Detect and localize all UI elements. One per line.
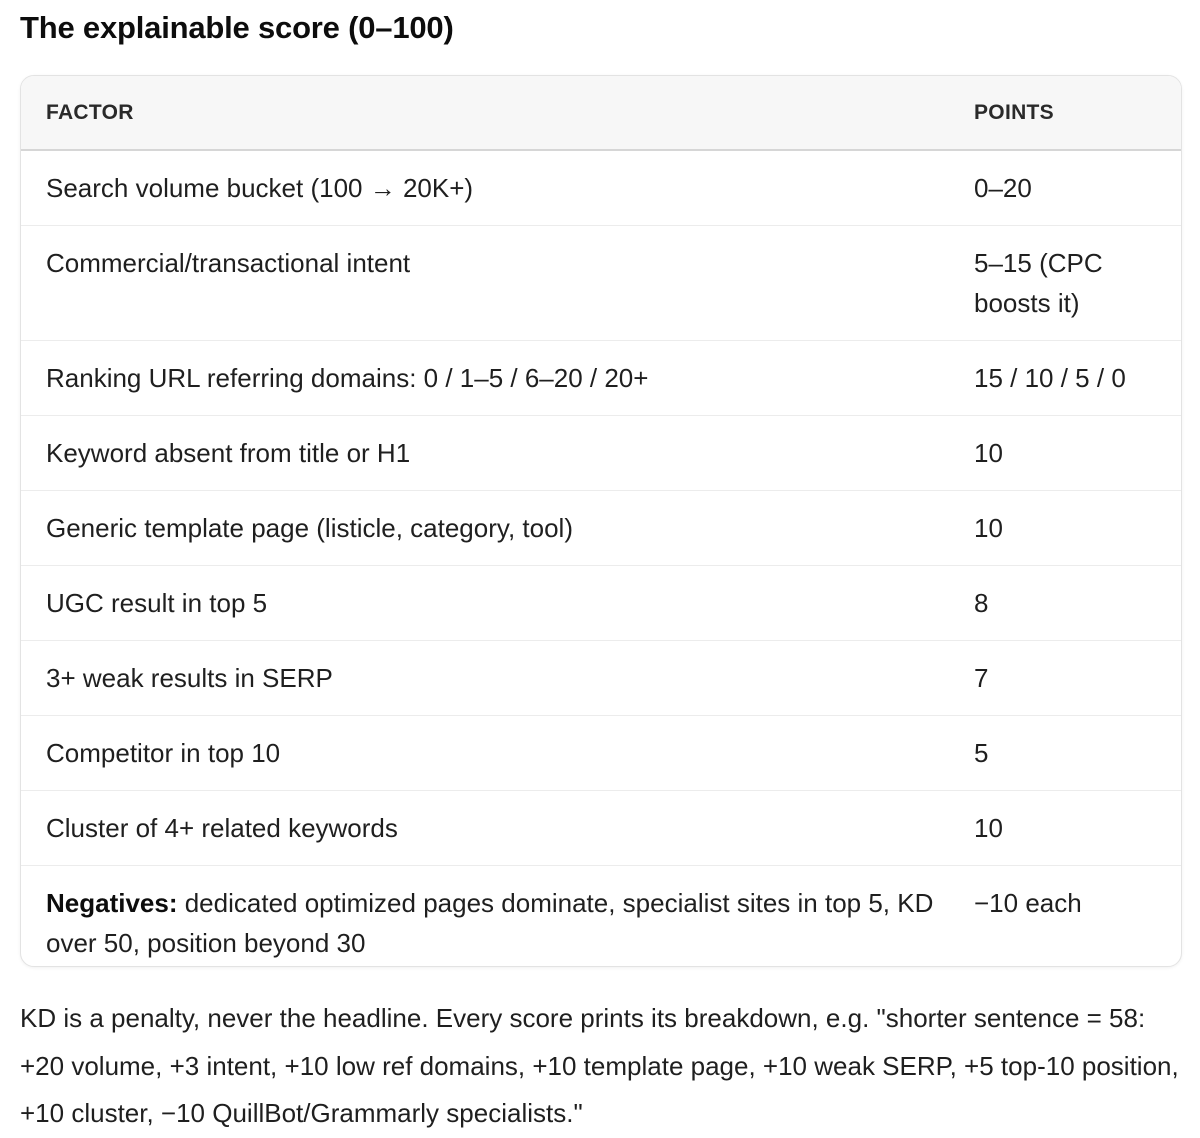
- factor-cell: Keyword absent from title or H1: [46, 438, 411, 468]
- table-row: [21, 566, 1181, 641]
- explanation-paragraph: KD is a penalty, never the headline. Every score prints its breakdown, e.g. "shorter sentence = 58: +20 volume, +3 intent, +10 low ref domains, +10 template page, +10 weak SERP, +5 top-10 position, +10 cluster, −10 QuillBot/Grammarly specialists.": [20, 1003, 1179, 1128]
- table-row: [21, 341, 1181, 416]
- factor-cell: Commercial/transactional intent: [46, 248, 411, 278]
- factor-cell: Ranking URL referring domains: 0 / 1–5 / 6–20 / 20+: [46, 363, 649, 393]
- points-cell: 7: [974, 663, 989, 693]
- table-row: [21, 716, 1181, 791]
- table-row: [21, 150, 1181, 226]
- table-row: [21, 641, 1181, 716]
- points-cell: 0–20: [974, 173, 1032, 203]
- score-factors-table: [21, 76, 1181, 967]
- factor-cell: UGC result in top 5: [46, 588, 268, 618]
- points-cell: 10: [974, 513, 1003, 543]
- factor-cell: 3+ weak results in SERP: [46, 663, 333, 693]
- table-header-row: [21, 76, 1181, 150]
- section-heading: The explainable score (0–100): [20, 10, 454, 45]
- table-row: [21, 416, 1181, 491]
- points-column-header: POINTS: [974, 100, 1054, 124]
- factor-column-header: FACTOR: [46, 100, 134, 124]
- negatives-points-cell: −10 each: [974, 888, 1082, 918]
- score-table-card: [20, 75, 1182, 967]
- points-cell: 5–15 (CPC boosts it): [974, 248, 1103, 318]
- factor-cell: Competitor in top 10: [46, 738, 281, 768]
- points-cell: 10: [974, 438, 1003, 468]
- points-cell: 15 / 10 / 5 / 0: [974, 363, 1126, 393]
- negatives-factor-cell: [21, 866, 949, 968]
- factor-cell: Cluster of 4+ related keywords: [46, 813, 398, 843]
- table-row: [21, 491, 1181, 566]
- points-cell: 5: [974, 738, 989, 768]
- negatives-row: [21, 866, 1181, 968]
- points-cell: 10: [974, 813, 1003, 843]
- negatives-label: Negatives:: [46, 888, 178, 918]
- table-row: [21, 791, 1181, 866]
- points-cell: 8: [974, 588, 989, 618]
- factor-cell: Search volume bucket (100 → 20K+): [46, 173, 474, 203]
- negatives-description: dedicated optimized pages dominate, specialist sites in top 5, KD over 50, position beyond 30: [46, 888, 934, 958]
- factor-cell: Generic template page (listicle, category, tool): [46, 513, 573, 543]
- table-row: [21, 226, 1181, 341]
